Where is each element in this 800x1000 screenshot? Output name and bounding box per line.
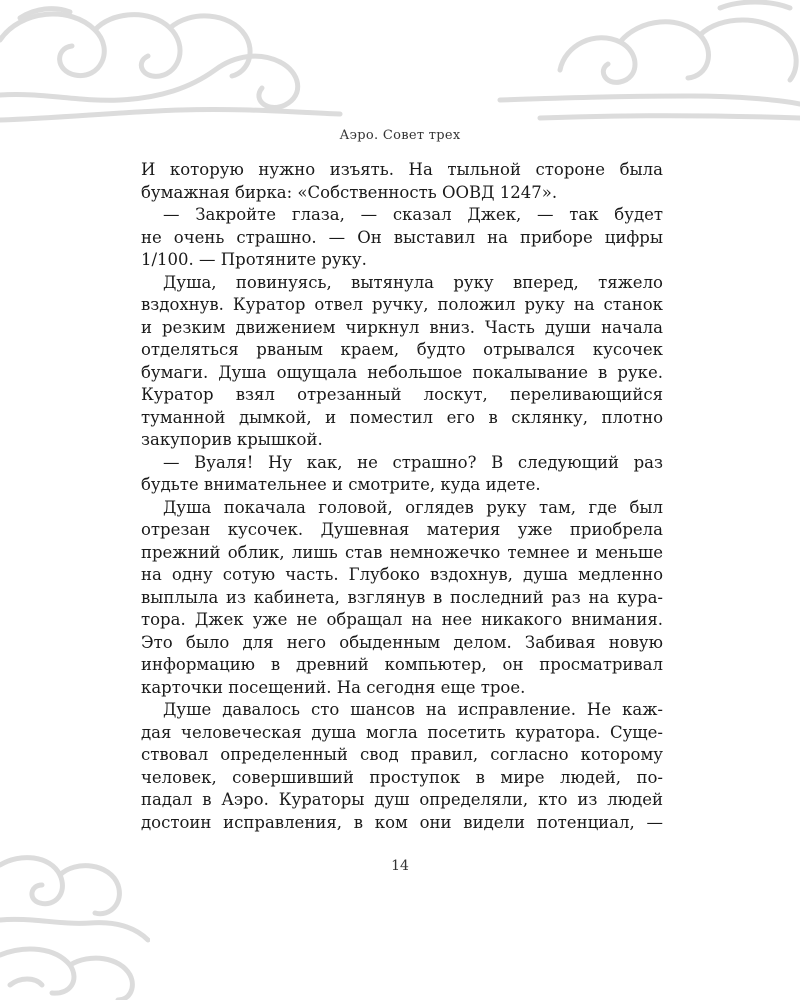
text-line: тора. Джек уже не обращал на нее никакого внимания. xyxy=(141,610,663,629)
text-line: информацию в древний компьютер, он просматривал xyxy=(141,655,663,674)
text-line: отделяться рваным краем, будто отрывался кусочек xyxy=(141,340,663,359)
text-line: — Закройте глаза, — сказал Джек, — так будет xyxy=(163,205,663,224)
text-line: Куратор взял отрезанный лоскут, переливающийся xyxy=(141,385,663,404)
cloud-ornament-top-icon xyxy=(0,0,800,130)
text-line: на одну сотую часть. Глубоко вздохнув, душа медленно xyxy=(141,565,663,584)
text-line: туманной дымкой, и поместил его в склянку, плотно xyxy=(141,407,663,427)
text-line: выплыла из кабинета, взглянув в последний раз на кура- xyxy=(141,587,663,607)
text-line: дая человеческая душа могла посетить куратора. Суще- xyxy=(141,722,663,742)
text-line: Душа, повинуясь, вытянула руку вперед, тяжело xyxy=(163,272,663,292)
text-line: карточки посещений. На сегодня еще трое. xyxy=(141,677,526,697)
page-number: 14 xyxy=(391,858,409,874)
text-line: вздохнув. Куратор отвел ручку, положил руку на станок xyxy=(141,295,663,314)
text-line: прежний облик, лишь став немножечко темнее и меньше xyxy=(141,542,663,562)
text-line: человек, совершивший проступок в мире людей, по- xyxy=(141,767,663,787)
text-line: падал в Аэро. Кураторы душ определяли, кто из людей xyxy=(141,790,663,809)
text-line: бумажная бирка: «Собственность ООВД 1247». xyxy=(141,182,558,202)
text-line: Душа покачала головой, оглядев руку там, где был xyxy=(163,497,663,517)
cloud-ornament-bottom-icon xyxy=(0,845,150,1000)
body-text xyxy=(141,159,663,834)
text-line: Душе давалось сто шансов на исправление. Не каж- xyxy=(163,700,663,719)
text-line: — Вуаля! Ну как, не страшно? В следующий раз xyxy=(163,452,663,472)
text-line: закупорив крышкой. xyxy=(141,430,323,449)
text-line: Это было для него обыденным делом. Забивая новую xyxy=(141,632,663,652)
text-line: будьте внимательнее и смотрите, куда идете. xyxy=(141,475,541,494)
text-line: И которую нужно изъять. На тыльной стороне была xyxy=(141,160,663,179)
text-line: и резким движением чиркнул вниз. Часть души начала xyxy=(141,317,663,337)
text-line: не очень страшно. — Он выставил на приборе цифры xyxy=(141,227,663,247)
text-line: ствовал определенный свод правил, согласно которому xyxy=(141,745,663,764)
text-line: достоин исправления, в ком они видели потенциал, — xyxy=(141,812,663,832)
running-title: Аэро. Совет трех xyxy=(339,128,461,143)
text-line: отрезан кусочек. Душевная материя уже приобрела xyxy=(141,520,663,539)
text-line: бумаги. Душа ощущала небольшое покалывание в руке. xyxy=(141,362,663,382)
text-line: 1/100. — Протяните руку. xyxy=(141,250,367,269)
